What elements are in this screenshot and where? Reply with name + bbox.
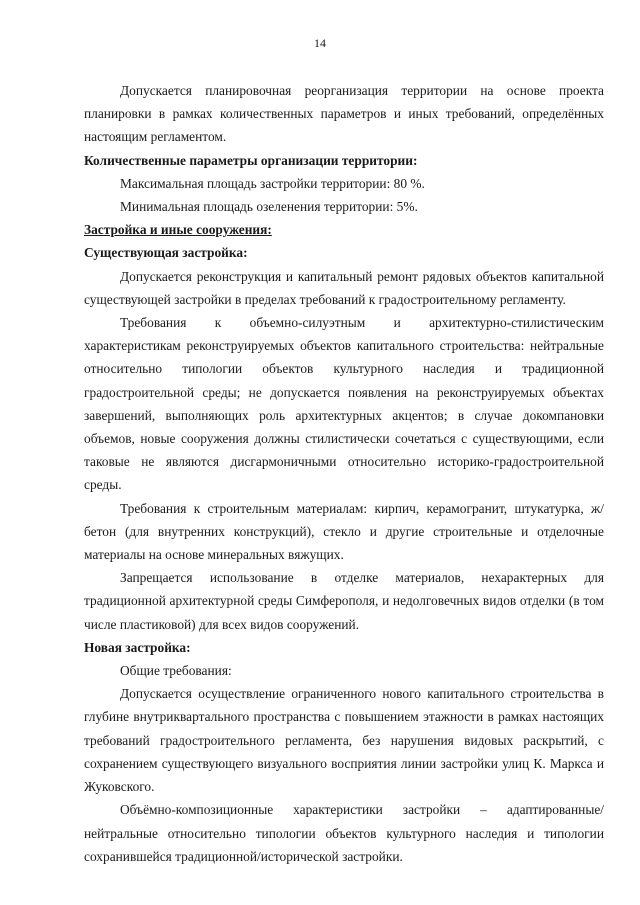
paragraph-composition-characteristics: Объёмно-композиционные характеристики застройки – адаптированные/нейтральные относительно типологии объектов культурного наследия и типологии сохранившейся традиционной/исторической застройки. <box>84 802 604 864</box>
paragraph-building-materials: Требования к строительным материалам: кирпич, керамогранит, штукатурка, ж/бетон (для внутренних конструкций), стекло и другие строительные и отделочные материалы на основе минеральных вяжущих. <box>84 500 604 563</box>
page-number: 14 <box>314 36 326 50</box>
heading-quantitative-parameters: Количественные параметры организации территории: <box>84 152 418 168</box>
param-min-greening-area: Минимальная площадь озеленения территории: 5%. <box>120 199 418 215</box>
paragraph-volume-silhouette-requirements: Требования к объемно-силуэтным и архитектурно-стилистическим характеристикам реконструируемых объектов капитального строительства: нейтральные относительно типологии объектов культурного наследия и традиционной градостроительной среды; не допускается появления на реконструируемых объектах завершений, выполняющих роль архитектурных акцентов; в случае докомпановки объемов, новые сооружения должны стилистически сочетаться с существующими, если таковые не являются дисгармоничными относительно историко-градостроительной среды. <box>84 315 604 493</box>
document-body <box>84 79 604 868</box>
paragraph-prohibited-materials: Запрещается использование в отделке материалов, нехарактерных для традиционной архитектурной среды Симферополя, и недолговечных видов отделки (в том числе пластиковой) для всех видов сооружений. <box>84 570 604 632</box>
param-max-building-area: Максимальная площадь застройки территории: 80 %. <box>120 175 425 191</box>
paragraph-reconstruction: Допускается реконструкция и капитальный ремонт рядовых объектов капитальной существующей застройки в пределах требований к градостроительному регламенту. <box>84 268 604 307</box>
heading-existing-buildings: Существующая застройка: <box>84 245 248 261</box>
paragraph-new-construction: Допускается осуществление ограниченного нового капитального строительства в глубине внутриквартального пространства с повышением этажности в рамках настоящих требований градостроительного регламента, без нарушения видовых раскрытий, с сохранением существующего визуального восприятия линии застройки улиц К. Маркса и Жуковского. <box>84 686 604 795</box>
paragraph-general-requirements: Общие требования: <box>120 663 232 679</box>
heading-new-buildings: Новая застройка: <box>84 639 191 655</box>
heading-buildings-and-structures: Застройка и иные сооружения: <box>84 222 272 238</box>
paragraph-planning-reorganization: Допускается планировочная реорганизация территории на основе проекта планировки в рамках количественных параметров и иных требований, определённых настоящим регламентом. <box>84 83 604 145</box>
